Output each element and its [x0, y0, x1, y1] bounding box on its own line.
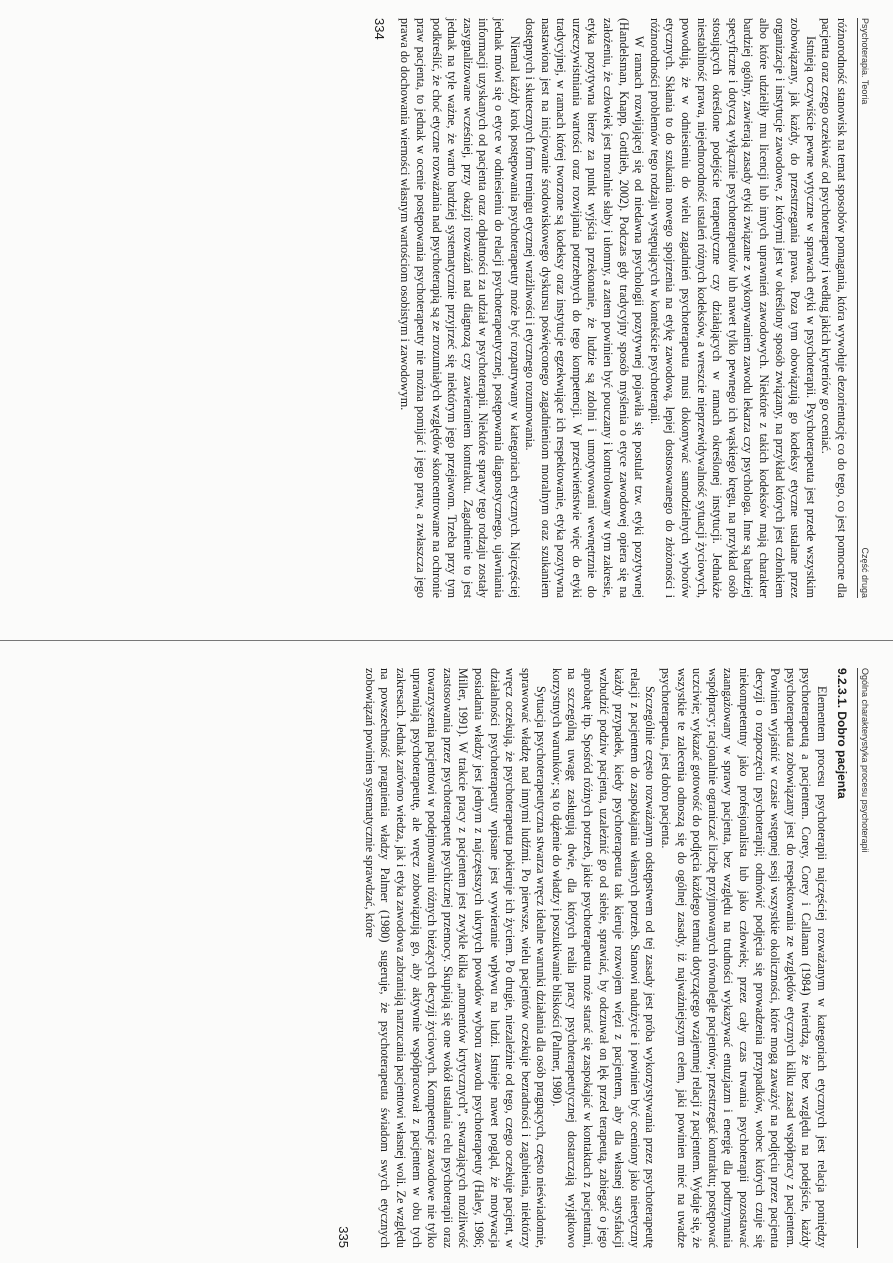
running-head	[857, 668, 870, 1248]
page-335	[10, 668, 870, 1248]
page-334	[10, 18, 870, 598]
paragraph: Szczególnie często rozważanym odstępstwem od tej zasady jest próba wykorzystywania przez psychoterapeutę relacji z pacjentem do zaspokajania własnych potrzeb. Stanowi nadużycie i powinien być oceniony jako nieetyczny każdy przypadek, kiedy psychoterapeuta tak kieruje rozwojem więzi z pacjentem, aby dla własnej satysfakcji wzbudzić podziw pacjenta, uzależnić go od siebie, sprawiać, by odczuwał on lęk przed terapeutą, zabiegać o jego aprobatę itp. Spośród różnych potrzeb, jakie psychoterapeuta może starać się zaspokajać w kontaktach z pacjentami, na szczególną uwagę zasługują dwie, dla których realia pracy psychoterapeutycznej dostarczają wyjątkowo korzystnych warunków; są to dążenie do władzy i poszukiwanie bliskości (Palmer, 1980).	[549, 668, 658, 1248]
running-head-left: Ogólna charakterystyka procesu psychoterapii	[860, 668, 870, 853]
running-head-left: Psychoterapia. Teoria	[860, 18, 870, 105]
paragraph: W ramach rozwijającej się od niedawna psychologii pozytywnej pojawiła się postulat tzw. etyki pozytywnej (Handelsman, Knapp, Gottlieb, 2002). Podczas gdy tradycyjny sposób myślenia o etyce zawodowej opiera się na założeniu, że człowiek jest moralnie słaby i ułomny, a zatem powinien być pouczany i kontrolowany w tym zakresie, etyka pozytywna bierze za punkt wyjścia przekonanie, że ludzie są zdolni i umotywowani wewnętrznie do urzeczywistniania wartości oraz rozwijania potrzebnych do tego kompetencji. W przeciwieństwie więc do etyki tradycyjnej, w ramach której tworzone są kodeksy oraz instytucje egzekwujące ich respektowanie, etyka pozytywna nastawiona jest na inicjowanie środowiskowego dyskursu poświęconego zagadnieniom moralnym oraz szukaniem dostępnych i skutecznych form treningu etycznej wrażliwości i etycznego rozumowania.	[523, 18, 647, 598]
body-text	[397, 18, 849, 598]
paragraph: Sytuacja psychoterapeutyczna stwarza wręcz idealne warunki działania dla osób pragnących, często nieświadomie, sprawować władzę nad innymi ludźmi. Po pierwsze, wielu pacjentów oczekuje bezradności i zagubienia, niektórzy wręcz oczekują, że psychoterapeuta pokieruje ich życiem. Po drugie, niezależnie od tego, czego oczekuje pacjent, w działalności psychoterapeuty wpisane jest wywieranie wpływu na ludzi. Istnieje nawet pogląd, że motywacja posiadania władzy jest jednym z najczęstszych ukrytych powodów wyboru zawodu psychoterapeuty (Haley, 1986; Miller, 1991). W trakcie pracy z pacjentem jest zwykle kilka „momentów krytycznych”, stwarzających możliwość zastosowania przez psychoterapeutę psychicznej przemocy. Skupiają się one wokół ustalania celu psychoterapii oraz towarzyszenia pacjentowi w podejmowaniu różnych bieżących decyzji życiowych. Kompetencje zawodowe nie tylko uprawniają psychoterapeutę, ale wręcz zobowiązują go, aby aktywnie współpracował z pacjentem w obu tych zakresach. Jednak zarówno wiedza, jak i etyka zawodowa zabraniają narzucania pacjentowi własnej woli. Ze względu na powszechność pragnienia władzy Palmer (1980) sugeruje, że psychoterapeuta świadom swych etycznych zobowiązań powinien systematycznie sprawdzać, które	[362, 668, 549, 1248]
body-text	[361, 668, 829, 1248]
paragraph: Elementem procesu psychoterapii najczęściej rozważanym w kategoriach etycznych jest relacja pomiędzy psychoterapeutą a pacjentem. Corey, Corey i Callanan (1984) twierdzą, że bez względu na podejście, każdy psychoterapeuta zobowiązany jest do respektowania ze względów etycznych kilku zasad współpracy z pacjentem. Powinien wyjaśnić w czasie wstępnej sesji wszystkie okoliczności, które mogą zaważyć na podjęciu przez pacjenta decyzji o rozpoczęciu psychoterapii; odmówić podjęcia się prowadzenia przypadków, wobec których czuje się niekompetentny jako profesjonalista lub jako człowiek; przez cały czas trwania psychoterapii pozostawać zaangażowany w sprawy pacjenta, bez względu na trudności wykazywać entuzjazm i energię dla podtrzymania współpracy; racjonalnie ograniczać liczbę przyjmowanych równolegle pacjentów; przestrzegać kontraktu; postępować uczciwie; wykazać gotowość do podjęcia każdego tematu dotyczącego wzajemnej relacji z pacjentem. Wydaje się, że wszystkie te zalecenia odnoszą się do ogólnej zasady, iż najważniejszym celem, jaki powinien mieć na uwadze psychoterapeuta, jest dobro pacjenta.	[659, 668, 829, 1248]
page-number: 335	[336, 1226, 352, 1248]
paragraph: Istnieją oczywiście pewne wytyczne w sprawach etyki w psychoterapii. Psychoterapeuta jest przede wszystkim zobowiązany, jak każdy, do przestrzegania prawa. Poza tym obowiązują go kodeksy etyczne ustalane przez organizacje i instytucje zawodowe, z którymi jest w określony sposób związany, na przykład których jest członkiem albo które udzieliły mu licencji lub innych uprawnień zawodowych. Niektóre z takich kodeksów mają charakter bardziej ogólny, zawierają zasady etyki związane z wykonywaniem zawodu lekarza czy psychologa. Inne są bardziej specyficzne i dotyczą wyłącznie psychoterapeutów lub nawet tylko pewnego ich wąskiego kręgu, na przykład osób stosujących określone podejście terapeutyczne czy działających w ramach określonej instytucji. Jednakże niestabilność prawa, niejednorodność ustaleń różnych kodeksów, a wreszcie nieprzewidywalność sytuacji życiowych, powodują, że w odniesieniu do wielu zagadnień psychoterapeuta musi dokonywać samodzielnych wyborów etycznych. Skłania to do szukania nowego spojrzenia na etykę zawodową, lepiej dostosowanego do złożoności i różnorodności problemów tego rodzaju występujących w kontekście psychoterapii.	[647, 18, 818, 598]
paragraph: różnorodność stanowisk na temat sposobów pomagania, która wywołuje dezorientację co do tego, co jest pomocne dla pacjenta oraz czego oczekiwać od psychoterapeuty i według jakich kryteriów go oceniać.	[819, 18, 849, 598]
page-number: 334	[371, 18, 387, 40]
paragraph: Niemal każdy krok postępowania psychoterapeuty może być rozpatrywany w kategoriach etycznych. Najczęściej jednak mówi się o etyce w odniesieniu do relacji psychoterapeutycznej, postępowania diagnostycznego, ujawniania informacji uzyskanych od pacjenta oraz odpłatności za udział w psychoterapii. Niektóre sprawy tego rodzaju zostały zasygnalizowane wcześniej, przy okazji rozważań nad diagnozą czy zawieraniem kontraktu. Zagadnienie to jest jednak na tyle ważne, że warto bardziej systematycznie przyjrzeć się niektórym jego przejawom. Trzeba przy tym podkreślić, że choć etyczne rozważania nad psychoterapią są ze zrozumiałych względów skoncentrowane na ochronie praw pacjenta, to jednak w ocenie postępowania psychoterapeuty nie można pomijać i jego praw, a zwłaszcza jego prawa do dochowania wierności własnym wartościom osobistym i zawodowym.	[398, 18, 522, 598]
running-head-right: Część druga	[860, 547, 870, 598]
running-head	[857, 18, 870, 598]
section-heading: 9.2.3.1. Dobro pacjenta	[835, 668, 849, 799]
page-fold-divider	[0, 640, 893, 641]
